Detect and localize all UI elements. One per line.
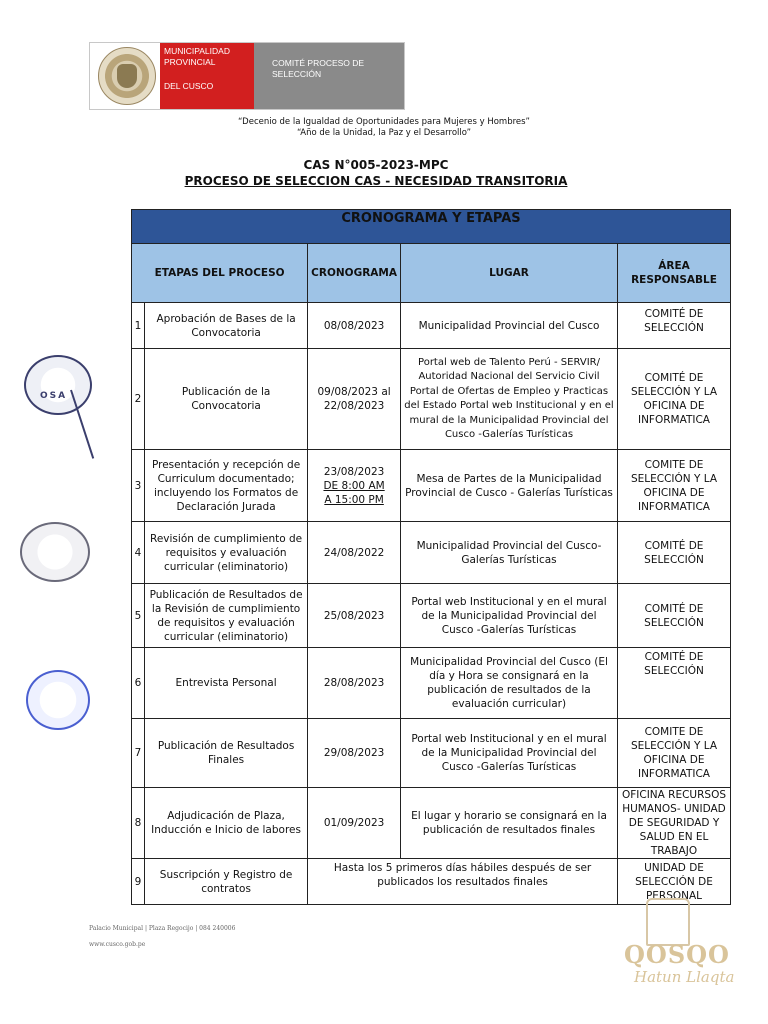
row-etapa: Publicación de Resultados Finales	[145, 719, 308, 788]
row-number: 9	[132, 859, 145, 905]
decenio-motto: “Decenio de la Igualdad de Oportunidades para Mujeres y Hombres”	[238, 117, 530, 127]
row-cronograma-from: DE 8:00 AM	[323, 479, 385, 492]
cas-number-title: CAS N°005-2023-MPC	[303, 158, 449, 172]
row-lugar: El lugar y horario se consignará en la publicación de resultados finales	[401, 788, 618, 859]
row-number: 4	[132, 522, 145, 584]
footer-address: Palacio Municipal | Plaza Regocijo | 084 240006	[89, 925, 236, 932]
row-lugar: Portal web de Talento Perú - SERVIR/ Autoridad Nacional del Servicio Civil Portal de Ofertas de Empleo y Practicas del Estado Portal web Institucional y en el mural de la Municipalidad Provincial del Cusco -Galerías Turísticas	[401, 349, 618, 450]
logo-seal-area	[90, 43, 160, 109]
year-motto: “Año de la Unidad, la Paz y el Desarrollo”	[296, 128, 472, 138]
osa-stamp-icon	[24, 355, 92, 415]
row-cronograma-to: A 15:00 PM	[324, 493, 384, 506]
row-etapa: Adjudicación de Plaza, Inducción e Inicio de labores	[145, 788, 308, 859]
logo-red-line2: PROVINCIAL	[164, 57, 216, 67]
row-cronograma: 08/08/2023	[308, 303, 401, 349]
row-cronograma: 28/08/2023	[308, 648, 401, 719]
row-etapa: Suscripción y Registro de contratos	[145, 859, 308, 905]
col-etapas: ETAPAS DEL PROCESO	[132, 244, 308, 303]
row-area: COMITE DE SELECCIÓN Y LA OFICINA DE INFORMATICA	[618, 719, 731, 788]
row-etapa: Publicación de Resultados de la Revisión de cumplimiento de requisitos y evaluación curricular (eliminatorio)	[145, 584, 308, 648]
row-cronograma-date: 23/08/2023	[323, 465, 385, 478]
row-lugar: Municipalidad Provincial del Cusco (El día y Hora se consignará en la publicación de resultados de la evaluación curricular)	[401, 648, 618, 719]
row-area: COMITÉ DE SELECCIÓN	[618, 522, 731, 584]
blue-seal-icon	[26, 670, 90, 730]
row-cronograma-lugar: Hasta los 5 primeros días hábiles después de ser publicados los resultados finales	[308, 859, 618, 905]
footer-website: www.cusco.gob.pe	[89, 941, 146, 948]
row-cronograma: 29/08/2023	[308, 719, 401, 788]
row-etapa: Revisión de cumplimiento de requisitos y evaluación curricular (eliminatorio)	[145, 522, 308, 584]
municipal-logo	[89, 42, 405, 110]
table-header-row	[132, 244, 731, 303]
row-etapa: Aprobación de Bases de la Convocatoria	[145, 303, 308, 349]
row-etapa: Presentación y recepción de Curriculum documentado; incluyendo los Formatos de Declaración Jurada	[145, 450, 308, 522]
row-number: 1	[132, 303, 145, 349]
row-cronograma	[308, 450, 401, 522]
row-lugar: Municipalidad Provincial del Cusco- Galerías Turísticas	[401, 522, 618, 584]
osa-stamp-text: OSA	[40, 391, 68, 401]
logo-red-line1: MUNICIPALIDAD	[164, 46, 230, 56]
municipal-stamp-icon	[20, 522, 90, 582]
row-cronograma: 09/08/2023 al 22/08/2023	[308, 349, 401, 450]
col-area: ÁREA RESPONSABLE	[618, 244, 731, 303]
row-lugar: Municipalidad Provincial del Cusco	[401, 303, 618, 349]
row-lugar: Portal web Institucional y en el mural de la Municipalidad Provincial del Cusco -Galerías Turísticas	[401, 719, 618, 788]
table-row	[132, 719, 731, 788]
table-heading: CRONOGRAMA Y ETAPAS	[132, 210, 731, 244]
row-number: 2	[132, 349, 145, 450]
table-row	[132, 648, 731, 719]
row-cronograma: 24/08/2022	[308, 522, 401, 584]
row-area: UNIDAD DE SELECCIÓN DE PERSONAL	[618, 859, 731, 905]
table-row	[132, 584, 731, 648]
col-lugar: LUGAR	[401, 244, 618, 303]
table-row	[132, 522, 731, 584]
table-row	[132, 450, 731, 522]
row-lugar: Mesa de Partes de la Municipalidad Provincial de Cusco - Galerías Turísticas	[401, 450, 618, 522]
qosqo-brand: QOSQO	[624, 940, 730, 969]
row-area: COMITÉ DE SELECCIÓN	[618, 648, 731, 719]
row-cronograma: 25/08/2023	[308, 584, 401, 648]
qosqo-emblem-icon	[646, 898, 690, 946]
logo-red-panel	[160, 43, 254, 109]
schedule-table	[131, 209, 731, 905]
row-etapa: Publicación de la Convocatoria	[145, 349, 308, 450]
row-number: 3	[132, 450, 145, 522]
row-area: COMITÉ DE SELECCIÓN	[618, 303, 731, 349]
row-area: COMITÉ DE SELECCIÓN	[618, 584, 731, 648]
row-number: 5	[132, 584, 145, 648]
table-row	[132, 788, 731, 859]
row-cronograma: 01/09/2023	[308, 788, 401, 859]
logo-gray-line2: SELECCIÓN	[272, 69, 322, 79]
logo-red-line3: DEL CUSCO	[164, 81, 214, 91]
process-subtitle: PROCESO DE SELECCION CAS - NECESIDAD TRANSITORIA	[184, 174, 568, 188]
row-area: COMITÉ DE SELECCIÓN Y LA OFICINA DE INFORMATICA	[618, 349, 731, 450]
table-row	[132, 349, 731, 450]
row-area: OFICINA RECURSOS HUMANOS- UNIDAD DE SEGURIDAD Y SALUD EN EL TRABAJO	[618, 788, 731, 859]
qosqo-brand-subtitle: Hatun Llaqta	[634, 968, 735, 986]
city-seal-icon	[98, 47, 156, 105]
logo-gray-panel	[254, 43, 404, 109]
col-cronograma: CRONOGRAMA	[308, 244, 401, 303]
row-number: 8	[132, 788, 145, 859]
table-row	[132, 303, 731, 349]
row-area: COMITE DE SELECCIÓN Y LA OFICINA DE INFORMATICA	[618, 450, 731, 522]
row-number: 7	[132, 719, 145, 788]
row-number: 6	[132, 648, 145, 719]
row-lugar: Portal web Institucional y en el mural de la Municipalidad Provincial del Cusco -Galerías Turísticas	[401, 584, 618, 648]
table-row	[132, 859, 731, 905]
logo-gray-line1: COMITÉ PROCESO DE	[272, 58, 365, 68]
row-etapa: Entrevista Personal	[145, 648, 308, 719]
